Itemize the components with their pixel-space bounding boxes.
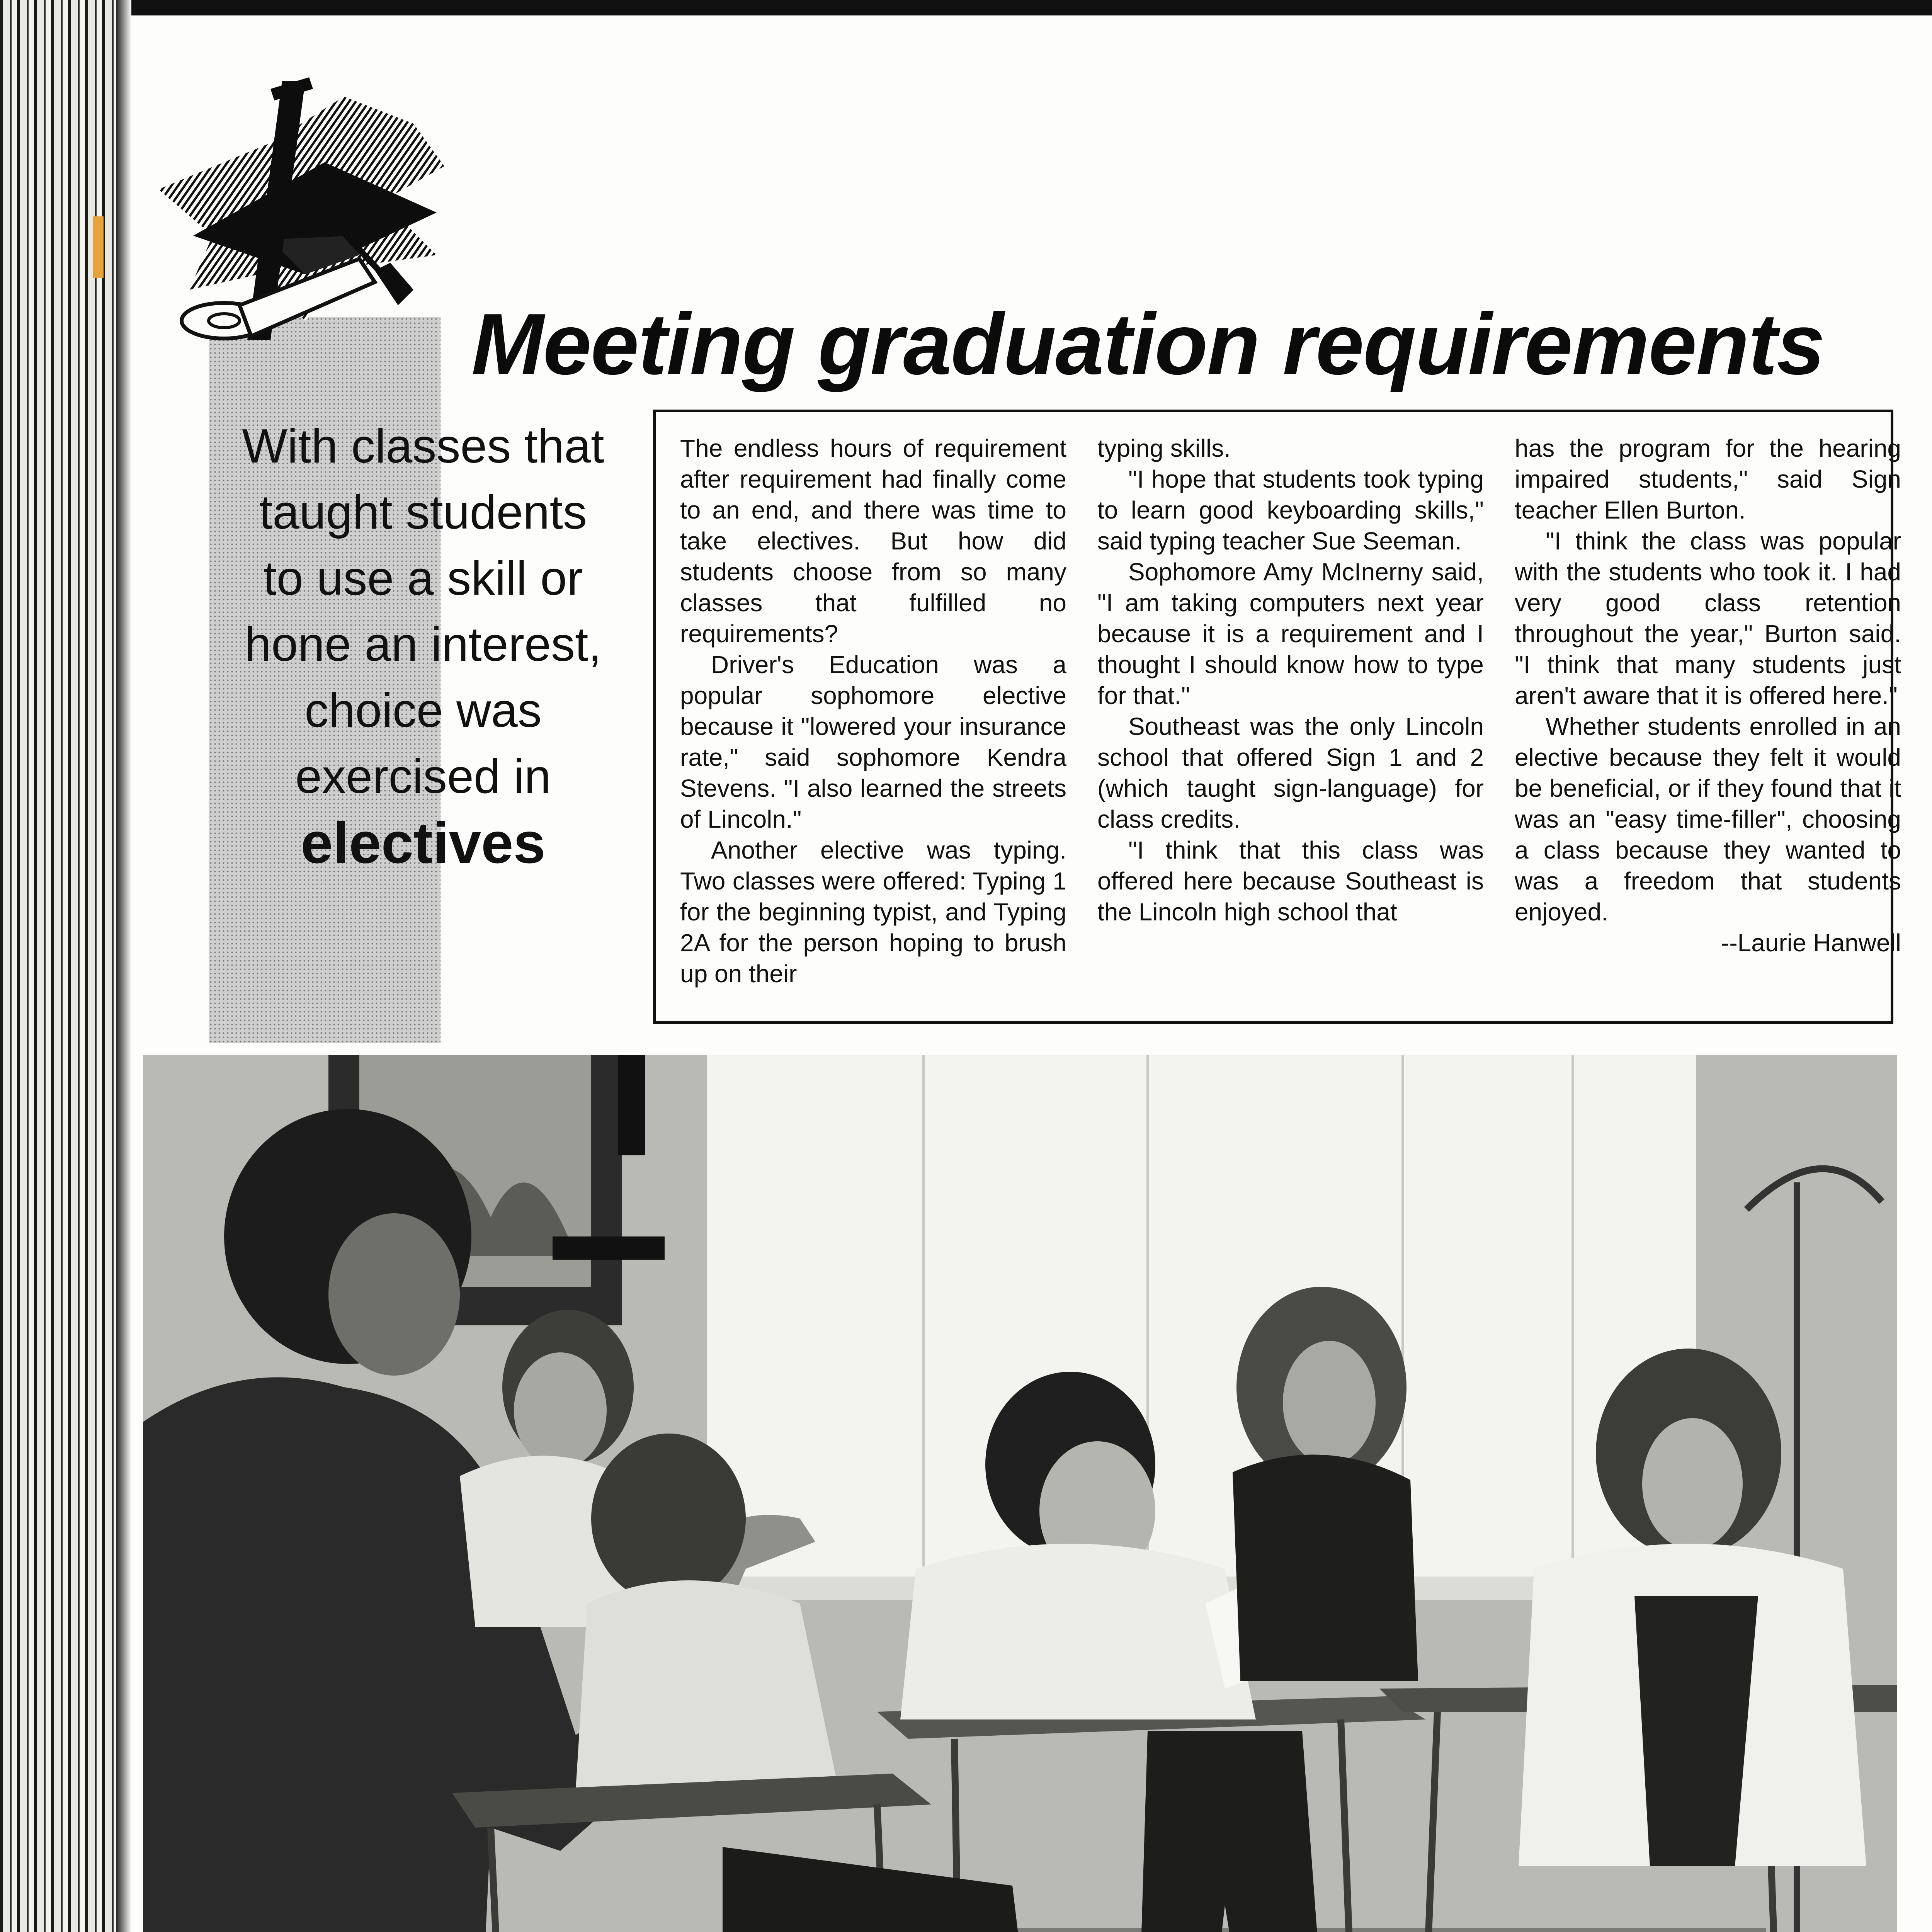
article-column-1 (680, 433, 1066, 989)
page-tab-marker (93, 216, 104, 278)
sidebar-line: to use a skill or (263, 552, 583, 605)
photo-illustration (143, 1055, 1897, 1932)
sidebar-line: exercised in (295, 750, 551, 803)
byline: --Laurie Hanwell (1721, 929, 1901, 957)
top-border (131, 0, 1932, 15)
paragraph: "I think that this class was offered here because Southeast is the Lincoln high school that (1097, 836, 1484, 926)
book-page-edges (0, 0, 131, 1932)
graduation-cap-icon (143, 73, 452, 359)
sidebar-line: taught students (259, 486, 587, 539)
page-title: Meeting graduation requirements (471, 295, 1824, 393)
classroom-photo (143, 1055, 1897, 1932)
article-column-3 (1515, 433, 1901, 958)
paragraph: Whether students enrolled in an elective because they felt it would be beneficial, or if they found that it was an "easy time-filler", choosing a class because they wanted to was a freedom that students enjoyed. (1515, 713, 1901, 926)
paragraph: "I think the class was popular with the students who took it. I had very good class retention throughout the year," Burton said. "I think that many students just aren't aware that it is offered here." (1515, 527, 1901, 709)
sidebar-line: With classes that (242, 420, 604, 473)
paragraph: "I hope that students took typing to learn good keyboarding skills," said typing teacher Sue Seeman. (1097, 465, 1484, 555)
paragraph: has the program for the hearing impaired students," said Sign teacher Ellen Burton. (1515, 434, 1901, 524)
sidebar-line: choice was (304, 684, 542, 737)
paragraph: Sophomore Amy McInerny said, "I am taking computers next year because it is a requirement and I thought I should know how to type for that." (1097, 558, 1484, 709)
article-column-2 (1097, 433, 1484, 927)
paragraph: Southeast was the only Lincoln school that offered Sign 1 and 2 (which taught sign-language) for class credits. (1097, 713, 1484, 833)
sidebar-pull-quote (209, 413, 638, 876)
sidebar-emphasis: electives (301, 810, 546, 875)
paragraph: typing skills. (1097, 434, 1231, 462)
paragraph: Driver's Education was a popular sophomore elective because it "lowered your insurance rate," said sophomore Kendra Stevens. "I also learned the streets of Lincoln." (680, 651, 1066, 833)
paragraph: Another elective was typing. Two classes were offered: Typing 1 for the beginning typist, and Typing 2A for the person hoping to brush up on their (680, 836, 1066, 988)
paragraph: The endless hours of requirement after requirement had finally come to an end, and there was time to take electives. But how did students choose from so many classes that fulfilled no requirements? (680, 434, 1066, 648)
sidebar-line: hone an interest, (245, 618, 602, 671)
book-gutter-shade (116, 0, 131, 1932)
